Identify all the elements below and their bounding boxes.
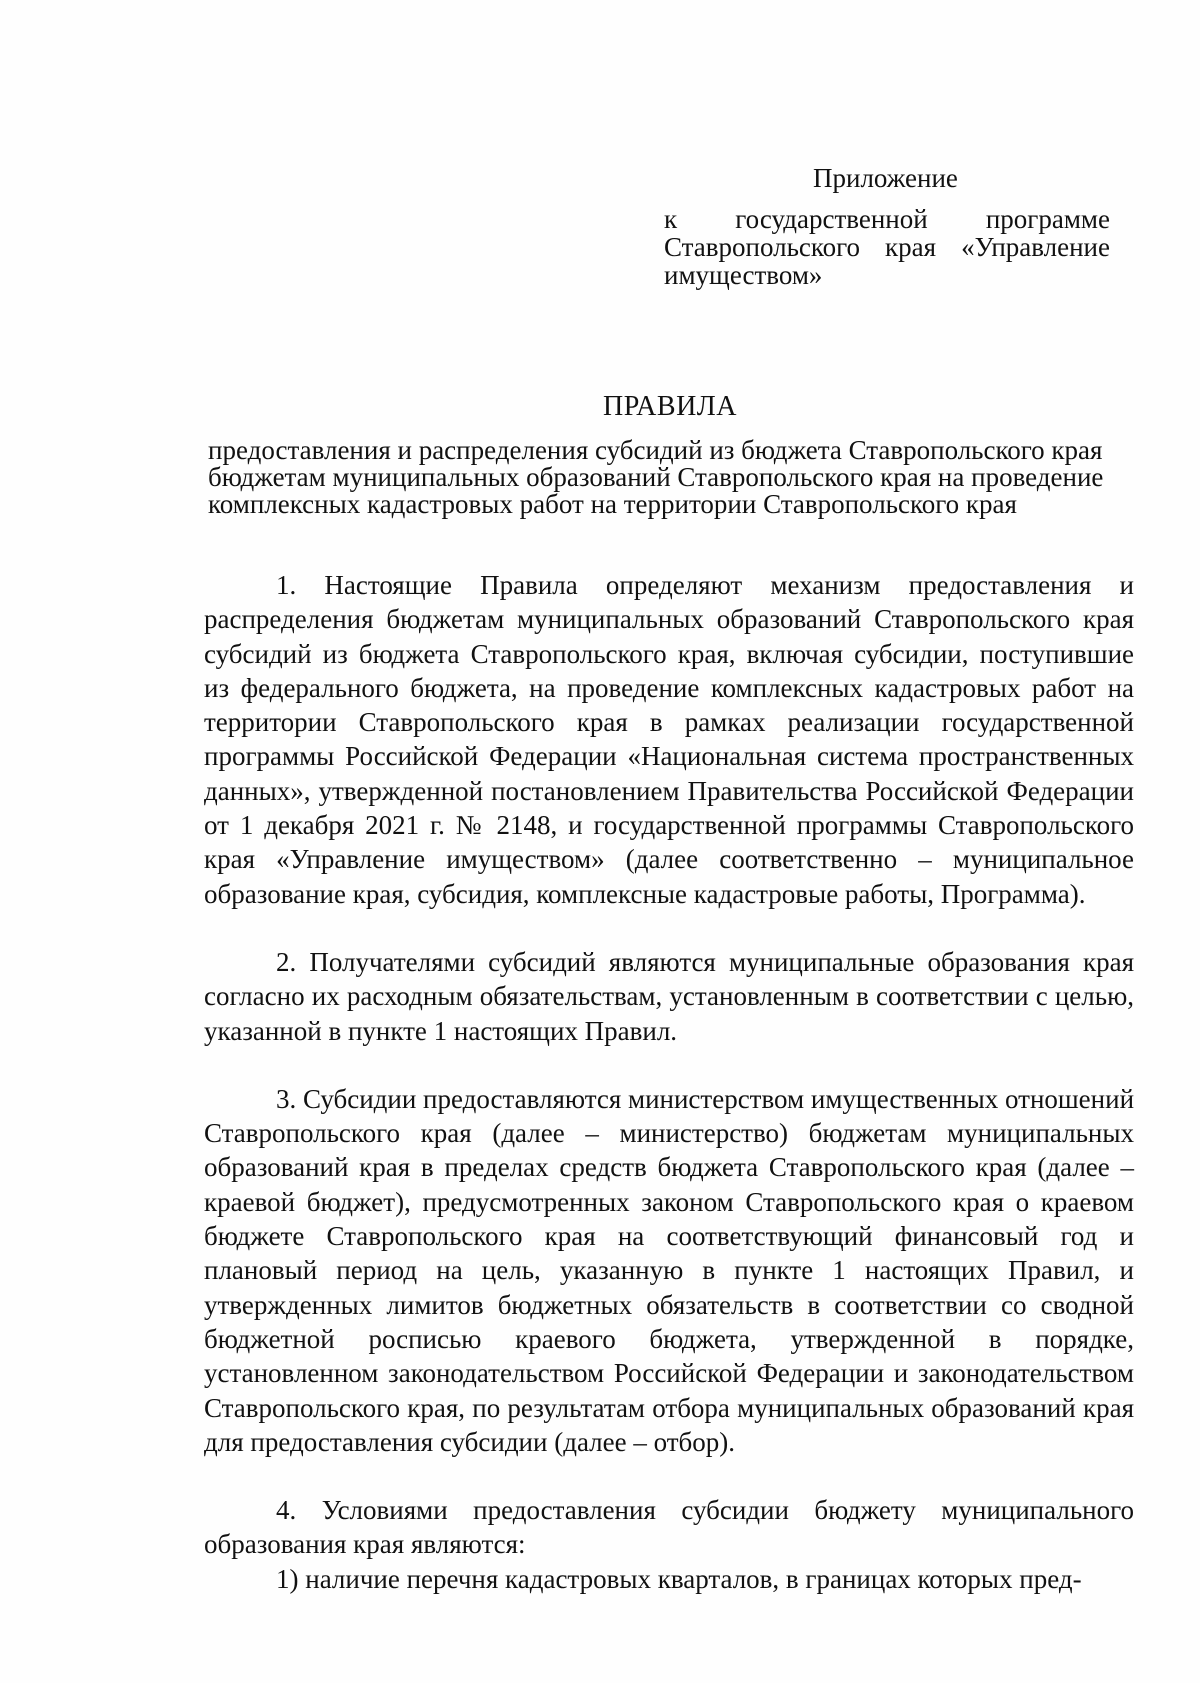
paragraph-2: 2. Получателями субсидий являются муниципальные образования края согласно их расходным обязательствам, установленным в соответствии с целью, указанной в пункте 1 настоящих Правил. <box>204 946 1134 1046</box>
paragraph-3: 3. Субсидии предоставляются министерством имущественных отношений Ставропольского края (далее – министерство) бюджетам муниципальных образований края в пределах средств бюджета Ставропольского края (далее – краевой бюджет), предусмотренных законом Ставропольского края о краевом бюджете Ставропольского края на соответствующий финансовый год и плановый период на цель, указанную в пункте 1 настоящих Правил, и утвержденных лимитов бюджетных обязательств в соответствии со сводной бюджетной росписью краевого бюджета, утвержденной в порядке, установленном законодательством Российской Федерации и законодательством Ставропольского края, по результатам отбора муниципальных образований края для предоставления субсидии (далее – отбор). <box>204 1083 1135 1457</box>
document-body <box>204 568 1134 1596</box>
appendix-label: Приложение <box>813 163 958 193</box>
document-subtitle: предоставления и распределения субсидий из бюджета Ставропольского края бюджетам муниципальных образований Ставропольского края на проведение комплексных кадастровых работ на территории Ставропольского края <box>208 435 1104 519</box>
paragraph-1: 1. Настоящие Правила определяют механизм предоставления и распределения бюджетам муниципальных образований Ставропольского края субсидий из бюджета Ставропольского края, включая субсидии, поступившие из федерального бюджета, на проведение комплексных кадастровых работ на территории Ставропольского края в рамках реализации государственной программы Российской Федерации «Национальная система пространственных данных», утвержденной постановлением Правительства Российской Федерации от 1 декабря 2021 г. № 2148, и государственной программы Ставропольского края «Управление имуществом» (далее соответственно – муниципальное образование края, субсидия, комплексные кадастровые работы, Программа). <box>204 570 1134 909</box>
paragraph-4: 4. Условиями предоставления субсидии бюджету муниципального образования края являются: <box>204 1495 1134 1560</box>
document-title: ПРАВИЛА <box>602 391 738 422</box>
paragraph-4-item-1: 1) наличие перечня кадастровых кварталов, в границах которых пред- <box>276 1563 1082 1594</box>
appendix-reference: к государственной программе Ставропольского края «Управление имуществом» <box>664 204 1110 290</box>
